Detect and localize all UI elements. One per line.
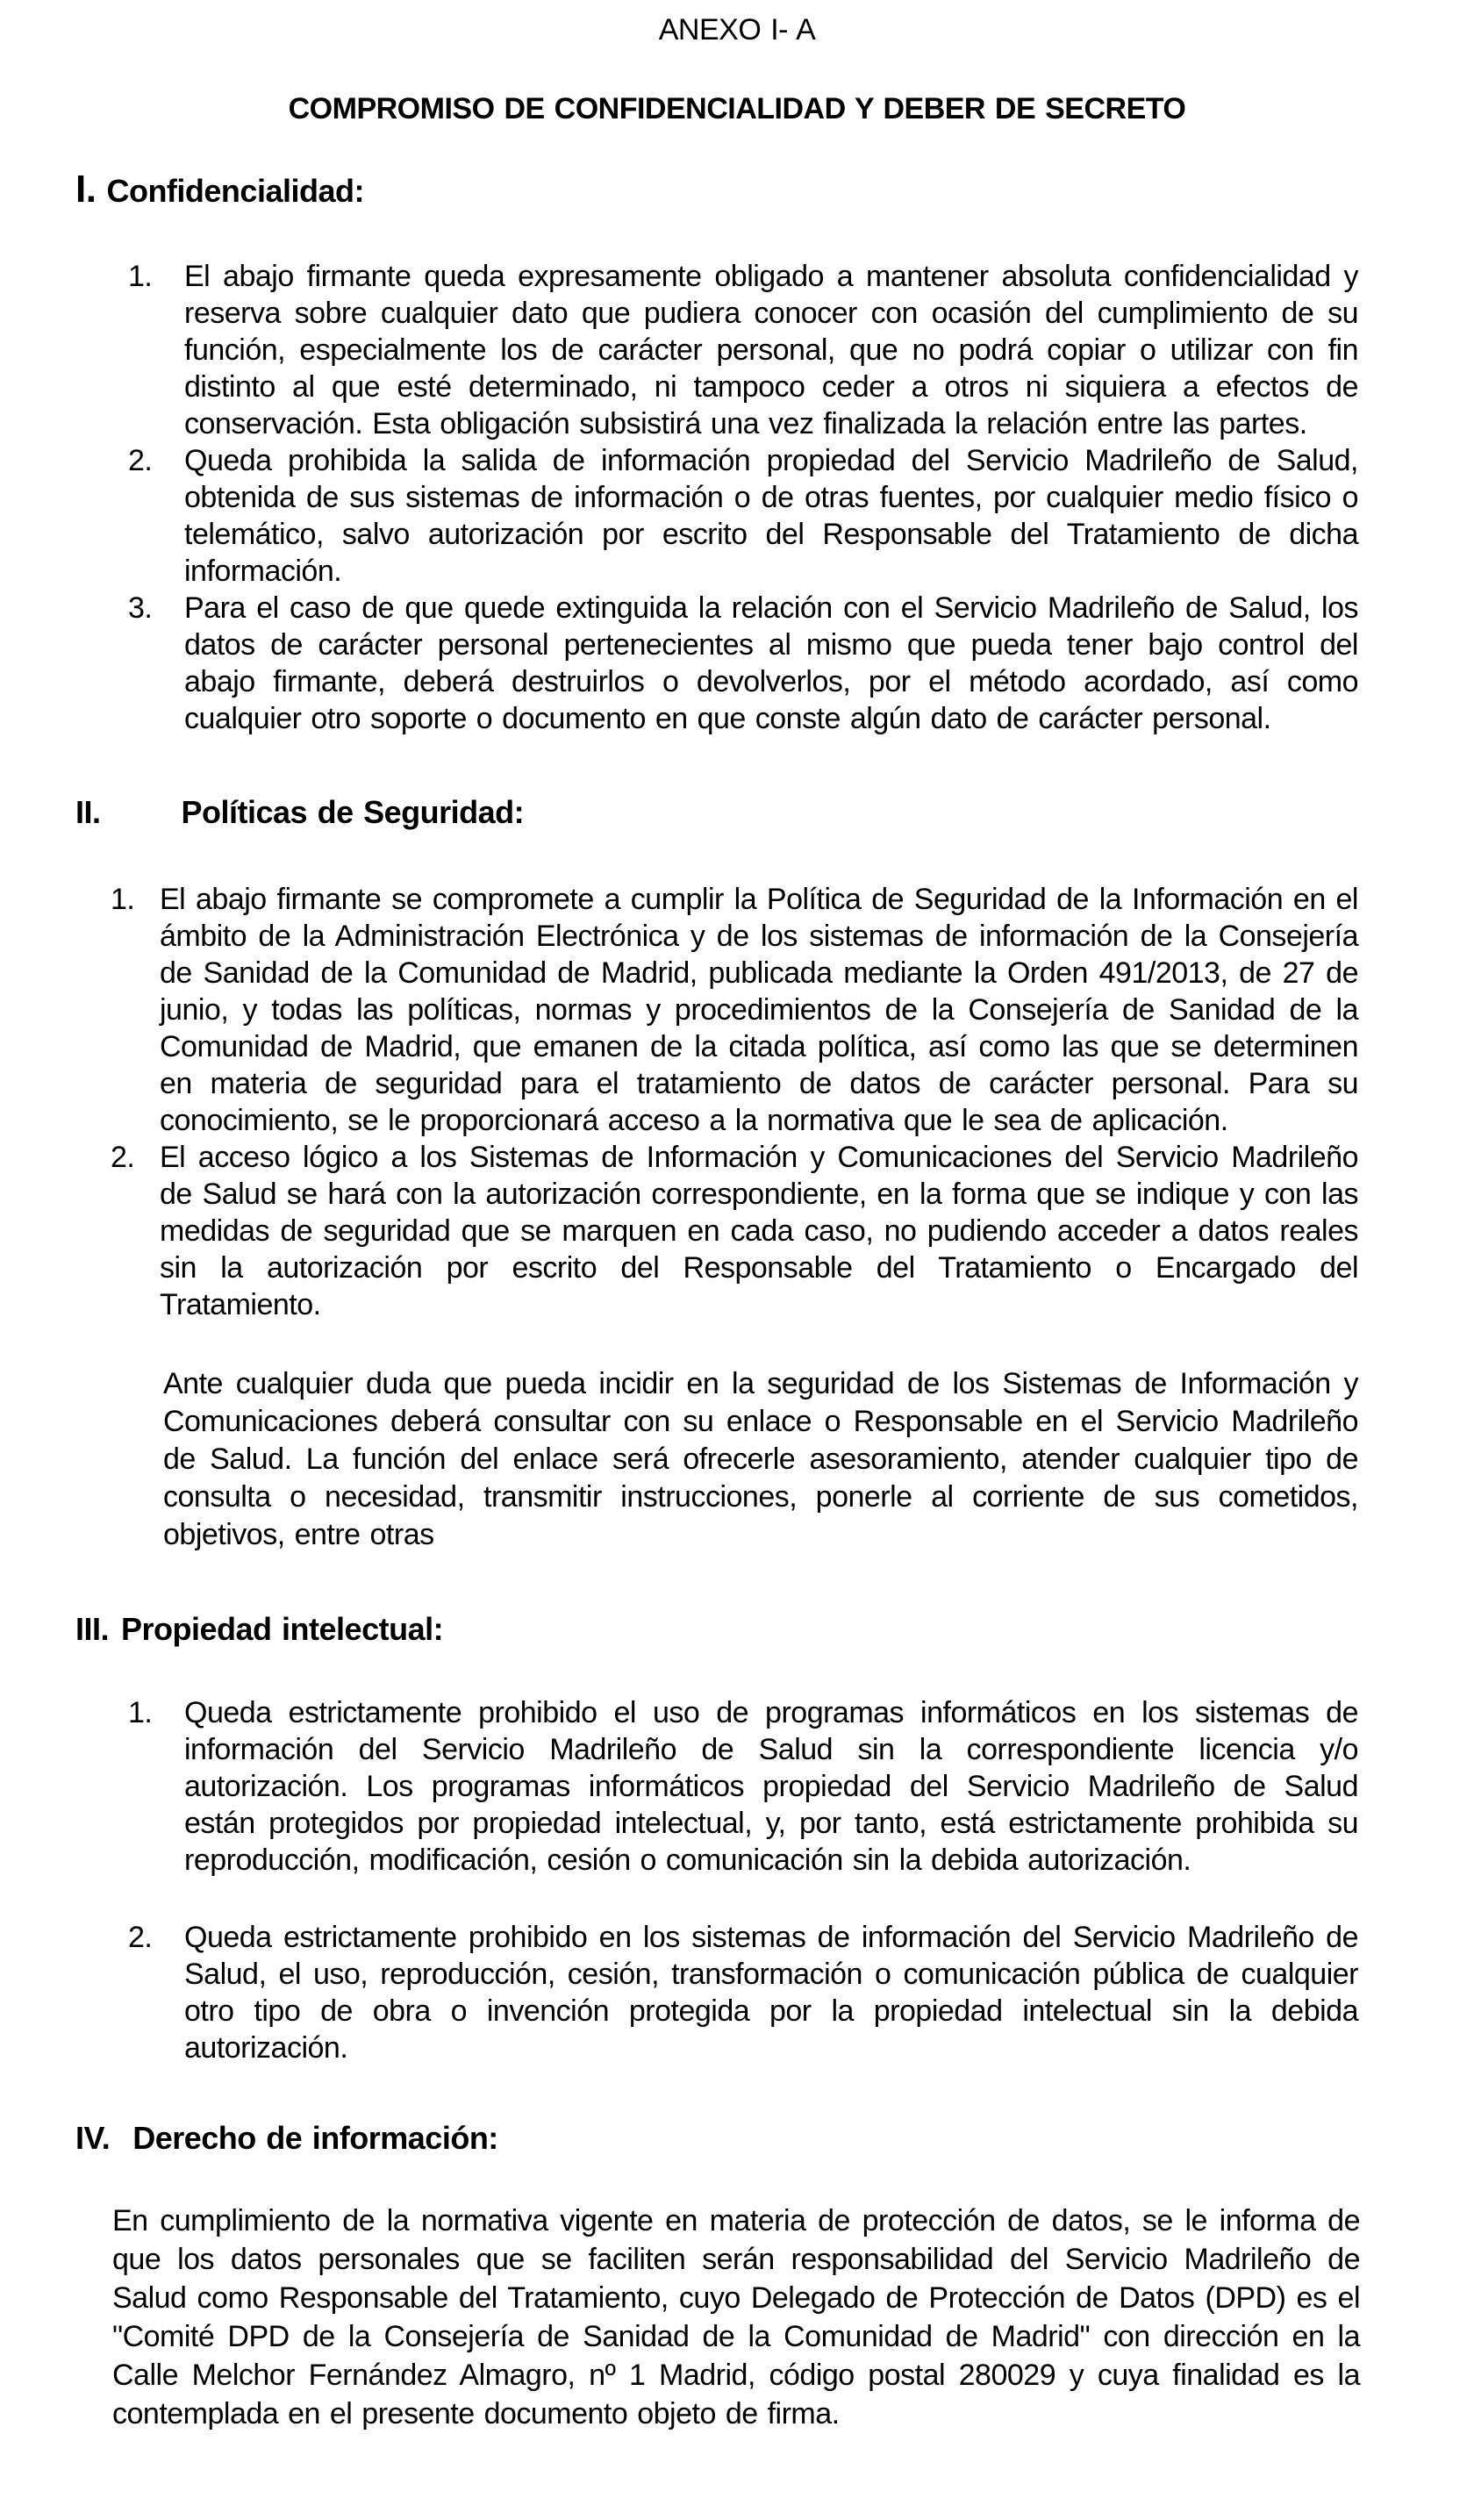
list-item-number: 2. bbox=[128, 1921, 153, 1954]
numbered-list bbox=[0, 881, 1474, 1323]
section-heading bbox=[75, 2117, 1474, 2159]
section-heading bbox=[75, 791, 1474, 834]
list-item-number: 1. bbox=[111, 883, 135, 916]
list-item bbox=[128, 1694, 1358, 1879]
section-politicas-de-seguridad bbox=[0, 791, 1474, 1554]
list-item bbox=[111, 881, 1358, 1139]
section-propiedad-intelectual bbox=[0, 1608, 1474, 2066]
list-item-text: Queda estrictamente prohibido en los sistemas de información del Servicio Madrileño de Salud, el uso, reproducción, cesión, transformación o comunicación pública de cualquier otro tipo de obra o invención protegida por la propiedad intelectual sin la debida autorización. bbox=[184, 1921, 1358, 2065]
section-paragraph: Ante cualquier duda que pueda incidir en la seguridad de los Sistemas de Información y Comunicaciones deberá consultar con su enlace o Responsable en el Servicio Madrileño de Salud. La función del enlace será ofrecerle asesoramiento, atender cualquier tipo de consulta o necesidad, transmitir instrucciones, ponerle al corriente de sus cometidos, objetivos, entre otras bbox=[163, 1367, 1358, 1551]
list-item bbox=[128, 1919, 1358, 2066]
section-title: Propiedad intelectual: bbox=[121, 1611, 444, 1647]
section-confidencialidad bbox=[0, 168, 1474, 737]
section-derecho-de-informacion bbox=[0, 2117, 1474, 2433]
numbered-list bbox=[0, 258, 1474, 737]
section-number: IV. bbox=[75, 2120, 111, 2156]
numbered-list bbox=[0, 1694, 1474, 2066]
section-number: III. bbox=[75, 1611, 110, 1647]
section-title: Derecho de información: bbox=[132, 2120, 498, 2156]
list-item bbox=[128, 442, 1358, 590]
annex-title: ANEXO I- A bbox=[658, 13, 816, 47]
section-paragraph: En cumplimiento de la normativa vigente en materia de protección de datos, se le informa de que los datos personales que se faciliten serán responsabilidad del Servicio Madrileño de Salud como Responsable del Tratamiento, cuyo Delegado de Protección de Datos (DPD) es el "Comité DPD de la Consejería de Sanidad de la Comunidad de Madrid" con dirección en la Calle Melchor Fernández Almagro, nº 1 Madrid, código postal 280029 y cuya finalidad es la contemplada en el presente documento objeto de firma. bbox=[112, 2204, 1360, 2431]
section-number: II. bbox=[75, 794, 101, 830]
list-item bbox=[128, 258, 1358, 442]
list-item-number: 2. bbox=[111, 1141, 135, 1174]
list-item-text: El abajo firmante se compromete a cumplir la Política de Seguridad de la Información en el ámbito de la Administración Electrónica y de los sistemas de información de la Consejería de Sanidad de la Comunidad de Madrid, publicada mediante la Orden 491/2013, de 27 de junio, y todas las políticas, normas y procedimientos de la Consejería de Sanidad de la Comunidad de Madrid, que emanen de la citada política, así como las que se determinen en materia de seguridad para el tratamiento de datos de carácter personal. Para su conocimiento, se le proporcionará acceso a la normativa que le sea de aplicación. bbox=[160, 883, 1358, 1137]
list-item-text: El acceso lógico a los Sistemas de Información y Comunicaciones del Servicio Madrileño de Salud se hará con la autorización correspondiente, en la forma que se indique y con las medidas de seguridad que se marquen en cada caso, no pudiendo acceder a datos reales sin la autorización por escrito del Responsable del Tratamiento o Encargado del Tratamiento. bbox=[160, 1141, 1358, 1321]
section-number: I. bbox=[75, 168, 97, 211]
list-item-number: 3. bbox=[128, 591, 153, 625]
document-title: COMPROMISO DE CONFIDENCIALIDAD Y DEBER DE SECRETO bbox=[288, 92, 1186, 125]
section-title: Políticas de Seguridad: bbox=[181, 794, 525, 830]
list-item-number: 2. bbox=[128, 444, 153, 477]
list-item-text: Queda prohibida la salida de información propiedad del Servicio Madrileño de Salud, obtenida de sus sistemas de información o de otras fuentes, por cualquier medio físico o telemático, salvo autorización por escrito del Responsable del Tratamiento de dicha información. bbox=[184, 444, 1358, 588]
list-item-text: Queda estrictamente prohibido el uso de programas informáticos en los sistemas de información del Servicio Madrileño de Salud sin la correspondiente licencia y/o autorización. Los programas informáticos propiedad del Servicio Madrileño de Salud están protegidos por propiedad intelectual, y, por tanto, está estrictamente prohibida su reproducción, modificación, cesión o comunicación sin la debida autorización. bbox=[184, 1696, 1358, 1877]
section-heading bbox=[75, 168, 1474, 212]
list-item-text: Para el caso de que quede extinguida la relación con el Servicio Madrileño de Salud, los datos de carácter personal pertenecientes al mismo que pueda tener bajo control del abajo firmante, deberá destruirlos o devolverlos, por el método acordado, así como cualquier otro soporte o documento en que conste algún dato de carácter personal. bbox=[184, 591, 1358, 735]
section-title: Confidencialidad: bbox=[106, 173, 364, 209]
list-item bbox=[128, 590, 1358, 737]
list-item bbox=[111, 1139, 1358, 1323]
list-item-number: 1. bbox=[128, 1696, 153, 1729]
list-item-text: El abajo firmante queda expresamente obligado a mantener absoluta confidencialidad y reserva sobre cualquier dato que pudiera conocer con ocasión del cumplimiento de su función, especialmente los de carácter personal, que no podrá copiar o utilizar con fin distinto al que esté determinado, ni tampoco ceder a otros ni siquiera a efectos de conservación. Esta obligación subsistirá una vez finalizada la relación entre las partes. bbox=[184, 260, 1358, 440]
section-heading bbox=[75, 1608, 1474, 1650]
list-item-number: 1. bbox=[128, 260, 153, 293]
